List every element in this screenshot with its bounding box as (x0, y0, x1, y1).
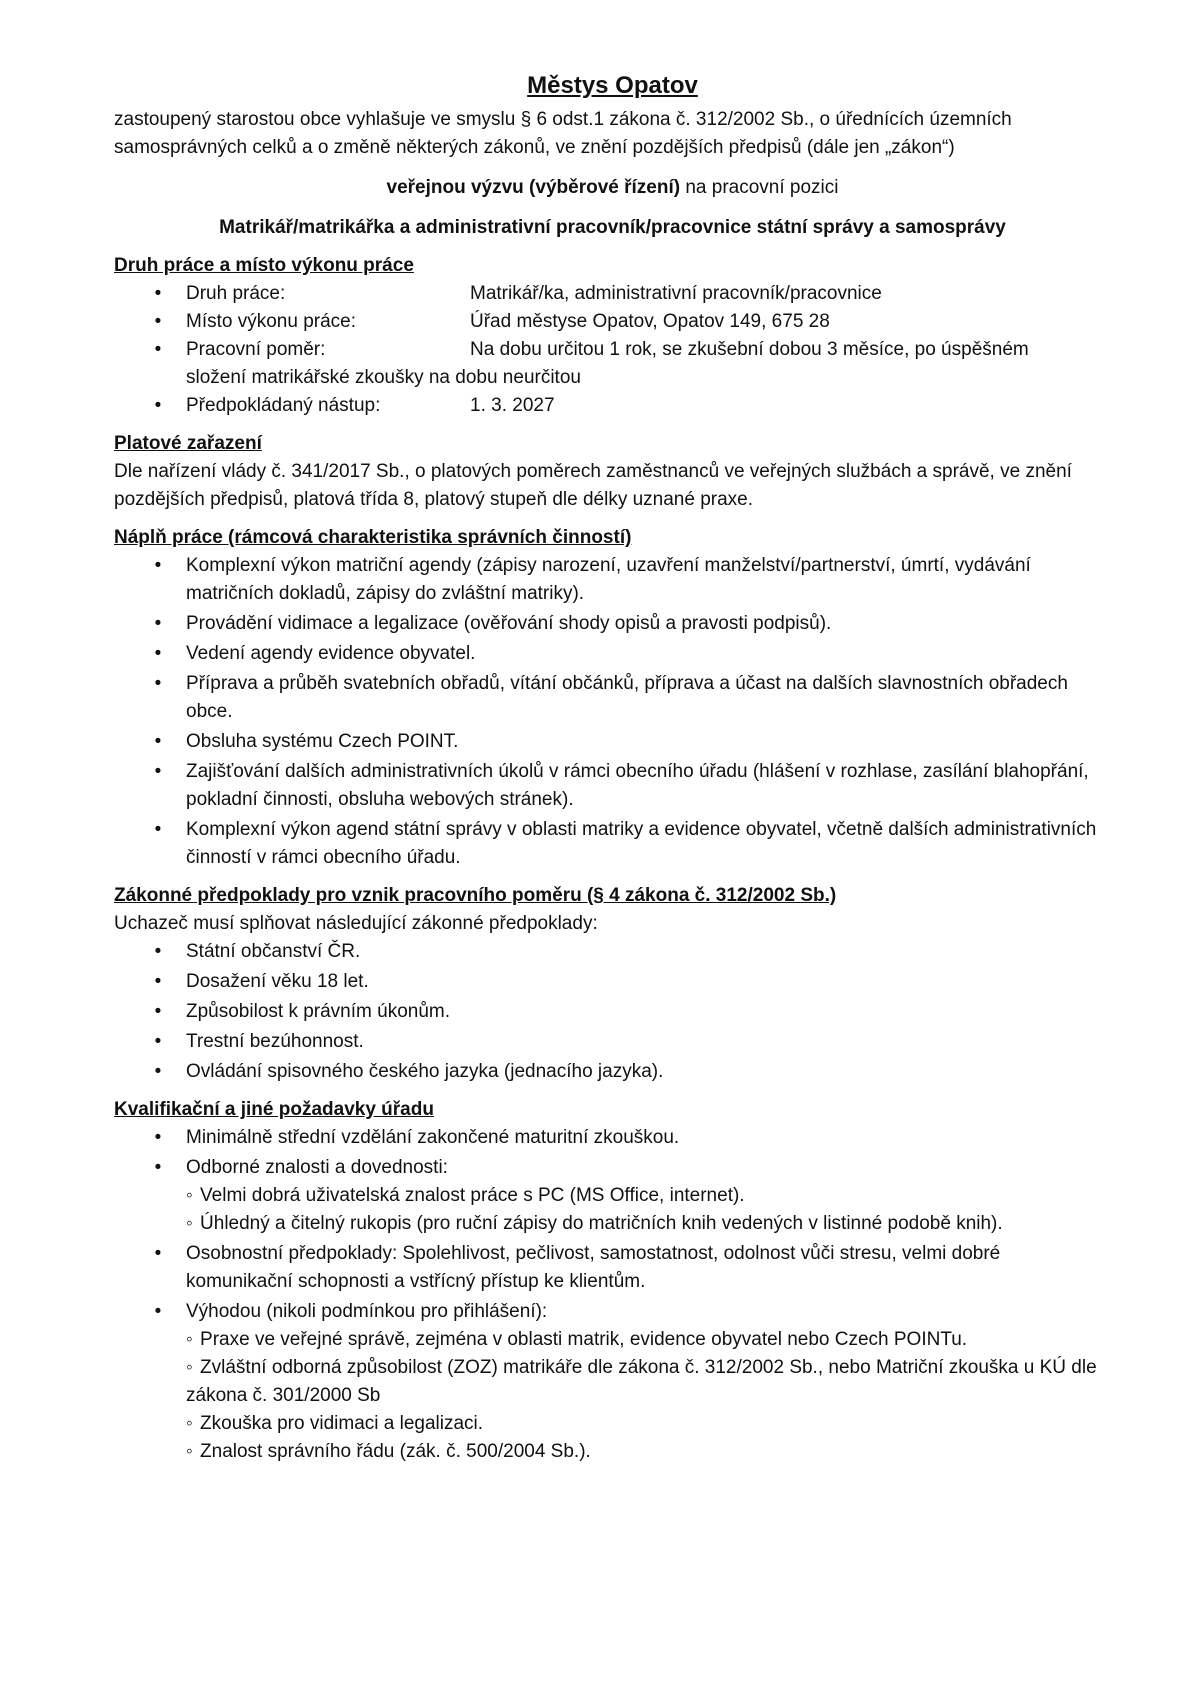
detail-value: Na dobu určitou 1 rok, se zkušební dobou 3 měsíce, po úspěšném (470, 339, 1029, 360)
list-item (114, 670, 1111, 726)
sub-bullet-icon: ◦ (186, 1213, 193, 1234)
section-heading-zakonne-predpoklady: Zákonné předpoklady pro vznik pracovního poměru (§ 4 zákona č. 312/2002 Sb.) (114, 885, 837, 906)
list-item-text: Obsluha systému Czech POINT. (186, 731, 459, 752)
list-item (114, 1058, 1111, 1086)
section-heading-kvalifikacni-pozadavky: Kvalifikační a jiné požadavky úřadu (114, 1099, 434, 1120)
list-item (114, 728, 1111, 756)
list-item (114, 308, 1111, 336)
sub-item-text: Znalost správního řádu (zák. č. 500/2004 Sb.). (200, 1441, 591, 1462)
bullet-icon: • (154, 395, 162, 416)
detail-value: Úřad městyse Opatov, Opatov 149, 675 28 (470, 311, 830, 332)
sub-bullet-icon: ◦ (186, 1329, 193, 1350)
section-heading-druh-prace: Druh práce a místo výkonu práce (114, 255, 414, 276)
sub-item (186, 1326, 1111, 1354)
list-item-text: Minimálně střední vzdělání zakončené maturitní zkouškou. (186, 1127, 680, 1148)
legal-requirements-list (114, 938, 1111, 1086)
sub-bullet-icon: ◦ (186, 1413, 193, 1434)
detail-value: 1. 3. 2027 (470, 395, 555, 416)
requirements-lead: Uchazeč musí splňovat následující zákonné předpoklady: (114, 913, 598, 934)
bullet-icon: • (154, 1157, 162, 1178)
list-item (114, 758, 1111, 814)
sub-item-text: Velmi dobrá uživatelská znalost práce s PC (MS Office, internet). (200, 1185, 745, 1206)
bullet-icon: • (154, 1031, 162, 1052)
sub-item-text: Zkouška pro vidimaci a legalizaci. (200, 1413, 484, 1434)
bullet-icon: • (154, 339, 162, 360)
list-item (114, 640, 1111, 668)
section-heading-napln-prace: Náplň práce (rámcová charakteristika správních činností) (114, 527, 632, 548)
list-item (114, 1154, 1111, 1238)
intro-paragraph: zastoupený starostou obce vyhlašuje ve smyslu § 6 odst.1 zákona č. 312/2002 Sb., o úřednících územních samosprávných celků a o změně některých zákonů, ve znění pozdějších předpisů (dále jen „zákon“) (114, 109, 1012, 158)
sub-item-text: Praxe ve veřejné správě, zejména v oblasti matrik, evidence obyvatel nebo Czech POINTu. (200, 1329, 968, 1350)
sub-item (186, 1210, 1111, 1238)
list-item (114, 610, 1111, 638)
announcement-bold: veřejnou výzvu (výběrové řízení) (386, 177, 681, 198)
list-item-text: Vedení agendy evidence obyvatel. (186, 643, 476, 664)
sub-bullet-icon: ◦ (186, 1357, 193, 1378)
bullet-icon: • (154, 971, 162, 992)
sub-item-text: Úhledný a čitelný rukopis (pro ruční zápisy do matričních knih vedených v listinné podobě knih). (200, 1213, 1003, 1234)
list-item (114, 938, 1111, 966)
detail-value: Matrikář/ka, administrativní pracovník/pracovnice (470, 283, 882, 304)
bullet-icon: • (154, 731, 162, 752)
list-item-text: Komplexní výkon matriční agendy (zápisy narození, uzavření manželství/partnerství, úmrtí, vydávání matričních dokladů, zápisy do zvláštní matriky). (186, 555, 1031, 604)
announcement-rest: na pracovní pozici (680, 177, 839, 198)
bullet-icon: • (154, 555, 162, 576)
bullet-icon: • (154, 613, 162, 634)
list-item-text: Výhodou (nikoli podmínkou pro přihlášení): (186, 1301, 548, 1322)
list-item (114, 280, 1111, 308)
sub-bullet-icon: ◦ (186, 1441, 193, 1462)
list-item (114, 1298, 1111, 1466)
detail-label: Místo výkonu práce: (186, 311, 357, 332)
job-details-list (114, 280, 1111, 420)
bullet-icon: • (154, 941, 162, 962)
list-item-text: Ovládání spisovného českého jazyka (jednacího jazyka). (186, 1061, 664, 1082)
bullet-icon: • (154, 643, 162, 664)
duties-list (114, 552, 1111, 872)
position-title: Matrikář/matrikářka a administrativní pracovník/pracovnice státní správy a samosprávy (219, 217, 1006, 238)
list-item (114, 336, 1111, 392)
bullet-icon: • (154, 283, 162, 304)
list-item-text: Způsobilost k právním úkonům. (186, 1001, 451, 1022)
bullet-icon: • (154, 673, 162, 694)
detail-label: Pracovní poměr: (186, 339, 326, 360)
list-item-text: Dosažení věku 18 let. (186, 971, 369, 992)
detail-label: Druh práce: (186, 283, 286, 304)
detail-value-continuation: složení matrikářské zkoušky na dobu neurčitou (186, 367, 581, 388)
sub-bullet-icon: ◦ (186, 1185, 193, 1206)
sub-item (186, 1182, 1111, 1210)
list-item (114, 552, 1111, 608)
list-item (114, 1240, 1111, 1296)
sub-item (186, 1438, 1111, 1466)
qualification-list (114, 1124, 1111, 1466)
list-item-text: Odborné znalosti a dovednosti: (186, 1157, 448, 1178)
bullet-icon: • (154, 1061, 162, 1082)
sub-item-text: Zvláštní odborná způsobilost (ZOZ) matrikáře dle zákona č. 312/2002 Sb., nebo Matriční zkouška u KÚ dle zákona č. 301/2000 Sb (186, 1357, 1097, 1406)
list-item-text: Osobnostní předpoklady: Spolehlivost, pečlivost, samostatnost, odolnost vůči stresu, velmi dobré komunikační schopnosti a vstřícný přístup ke klientům. (186, 1243, 1001, 1292)
detail-label: Předpokládaný nástup: (186, 395, 381, 416)
bullet-icon: • (154, 819, 162, 840)
list-item-text: Příprava a průběh svatebních obřadů, vítání občánků, příprava a účast na dalších slavnostních obřadech obce. (186, 673, 1068, 722)
list-item (114, 1028, 1111, 1056)
list-item-text: Státní občanství ČR. (186, 941, 361, 962)
section-heading-platove-zarazeni: Platové zařazení (114, 433, 262, 454)
list-item (114, 1124, 1111, 1152)
bullet-icon: • (154, 311, 162, 332)
sub-item (186, 1410, 1111, 1438)
bullet-icon: • (154, 1301, 162, 1322)
list-item (114, 968, 1111, 996)
sub-item (186, 1354, 1111, 1410)
bullet-icon: • (154, 1001, 162, 1022)
list-item (114, 816, 1111, 872)
list-item-text: Provádění vidimace a legalizace (ověřování shody opisů a pravosti podpisů). (186, 613, 832, 634)
list-item-text: Zajišťování dalších administrativních úkolů v rámci obecního úřadu (hlášení v rozhlase, zasílání blahopřání, pokladní činnosti, obsluha webových stránek). (186, 761, 1089, 810)
bullet-icon: • (154, 1243, 162, 1264)
bullet-icon: • (154, 1127, 162, 1148)
list-item-text: Trestní bezúhonnost. (186, 1031, 364, 1052)
salary-paragraph: Dle nařízení vlády č. 341/2017 Sb., o platových poměrech zaměstnanců ve veřejných službách a správě, ve znění pozdějších předpisů, platová třída 8, platový stupeň dle délky uznané praxe. (114, 461, 1072, 510)
announcement-line (114, 174, 1111, 202)
document-title: Městys Opatov (527, 72, 698, 99)
bullet-icon: • (154, 761, 162, 782)
list-item (114, 392, 1111, 420)
list-item-text: Komplexní výkon agend státní správy v oblasti matriky a evidence obyvatel, včetně dalších administrativních činností v rámci obecního úřadu. (186, 819, 1097, 868)
list-item (114, 998, 1111, 1026)
